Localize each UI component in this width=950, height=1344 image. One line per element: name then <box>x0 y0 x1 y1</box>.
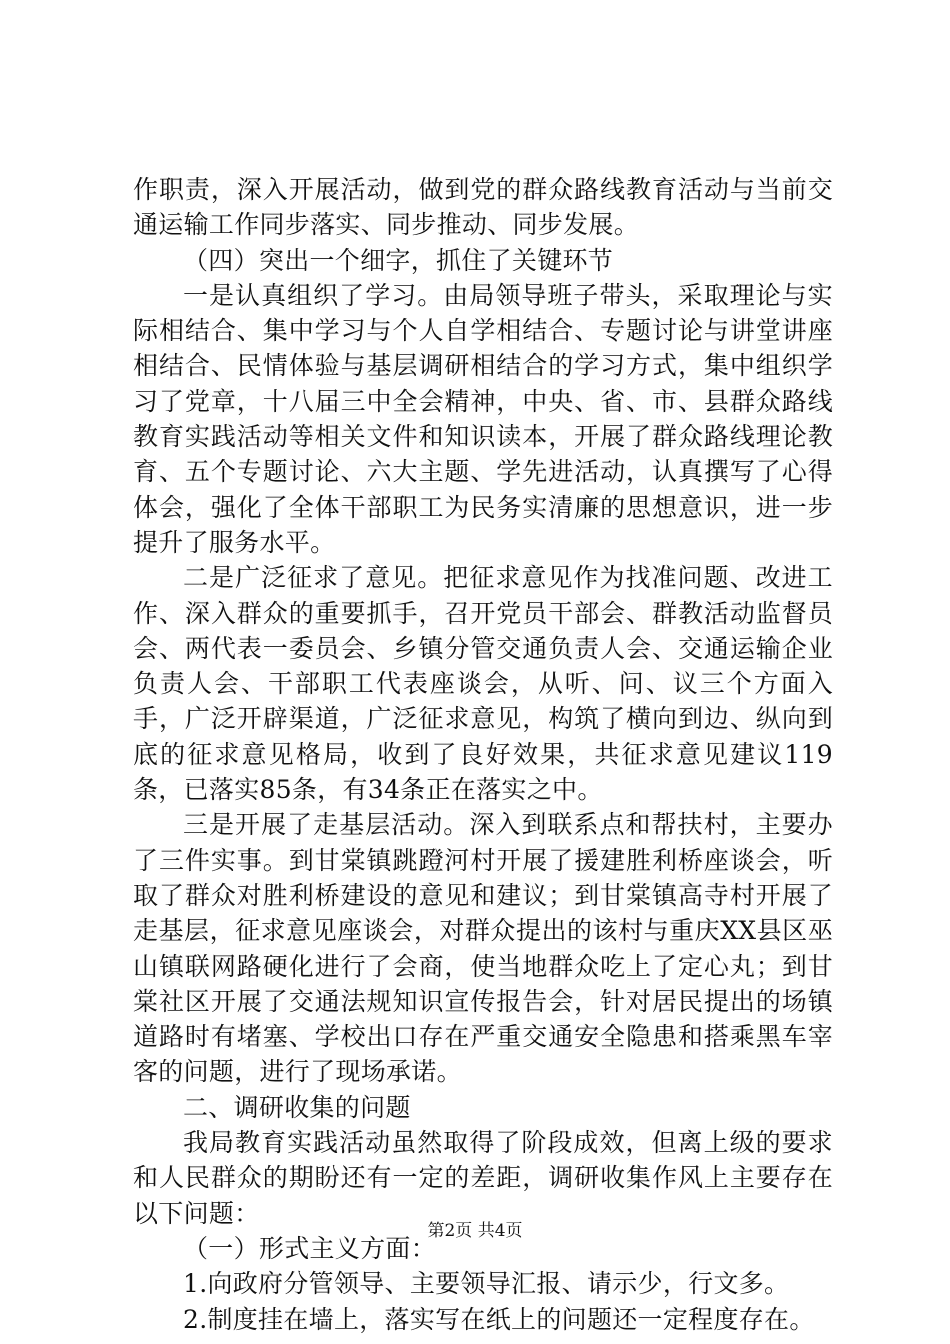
subsection-heading-1: （一）形式主义方面： <box>183 1233 437 1263</box>
list-item-2: 2.制度挂在墙上，落实写在纸上的问题还一定程度存在。 <box>183 1304 815 1334</box>
paragraph-continuation: 作职责，深入开展活动，做到党的群众路线教育活动与当前交通运输工作同步落实、同步推动、同步发展。 <box>133 175 833 240</box>
page-footer: 第2页 共4页 <box>427 1221 523 1241</box>
paragraph-grassroots: 三是开展了走基层活动。深入到联系点和帮扶村，主要办了三件实事。到甘棠镇跳蹬河村开展了援建胜利桥座谈会，听取了群众对胜利桥建设的意见和建议；到甘棠镇高寺村开展了走基层，征求意见座谈会，对群众提出的该村与重庆XX县区巫山镇联网路硬化进行了会商，使当地群众吃上了定心丸；到甘棠社区开展了交通法规知识宣传报告会，针对居民提出的场镇道路时有堵塞、学校出口存在严重交通安全隐患和搭乘黑车宰客的问题，进行了现场承诺。 <box>133 810 833 1087</box>
paragraph-opinions: 二是广泛征求了意见。把征求意见作为找准问题、改进工作、深入群众的重要抓手，召开党员干部会、群教活动监督员会、两代表一委员会、乡镇分管交通负责人会、交通运输企业负责人会、干部职工代表座谈会，从听、问、议三个方面入手，广泛开辟渠道，广泛征求意见，构筑了横向到边、纵向到底的征求意见格局，收到了良好效果，共征求意见建议119条，已落实85条，有34条正在落实之中。 <box>133 563 833 805</box>
section-heading-2: 二、调研收集的问题 <box>183 1092 411 1122</box>
document-body <box>133 172 833 1337</box>
paragraph-problems-intro: 我局教育实践活动虽然取得了阶段成效，但离上级的要求和人民群众的期盼还有一定的差距，调研收集作风上主要存在以下问题： <box>133 1128 833 1228</box>
paragraph-study: 一是认真组织了学习。由局领导班子带头，采取理论与实际相结合、集中学习与个人自学相结合、专题讨论与讲堂讲座相结合、民情体验与基层调研相结合的学习方式，集中组织学习了党章，十八届三中全会精神，中央、省、市、县群众路线教育实践活动等相关文件和知识读本，开展了群众路线理论教育、五个专题讨论、六大主题、学先进活动，认真撰写了心得体会，强化了全体干部职工为民务实清廉的思想意识，进一步提升了服务水平。 <box>133 280 833 557</box>
section-heading-4: （四）突出一个细字，抓住了关键环节 <box>183 245 614 275</box>
list-item-1: 1.向政府分管领导、主要领导汇报、请示少，行文多。 <box>183 1269 790 1299</box>
